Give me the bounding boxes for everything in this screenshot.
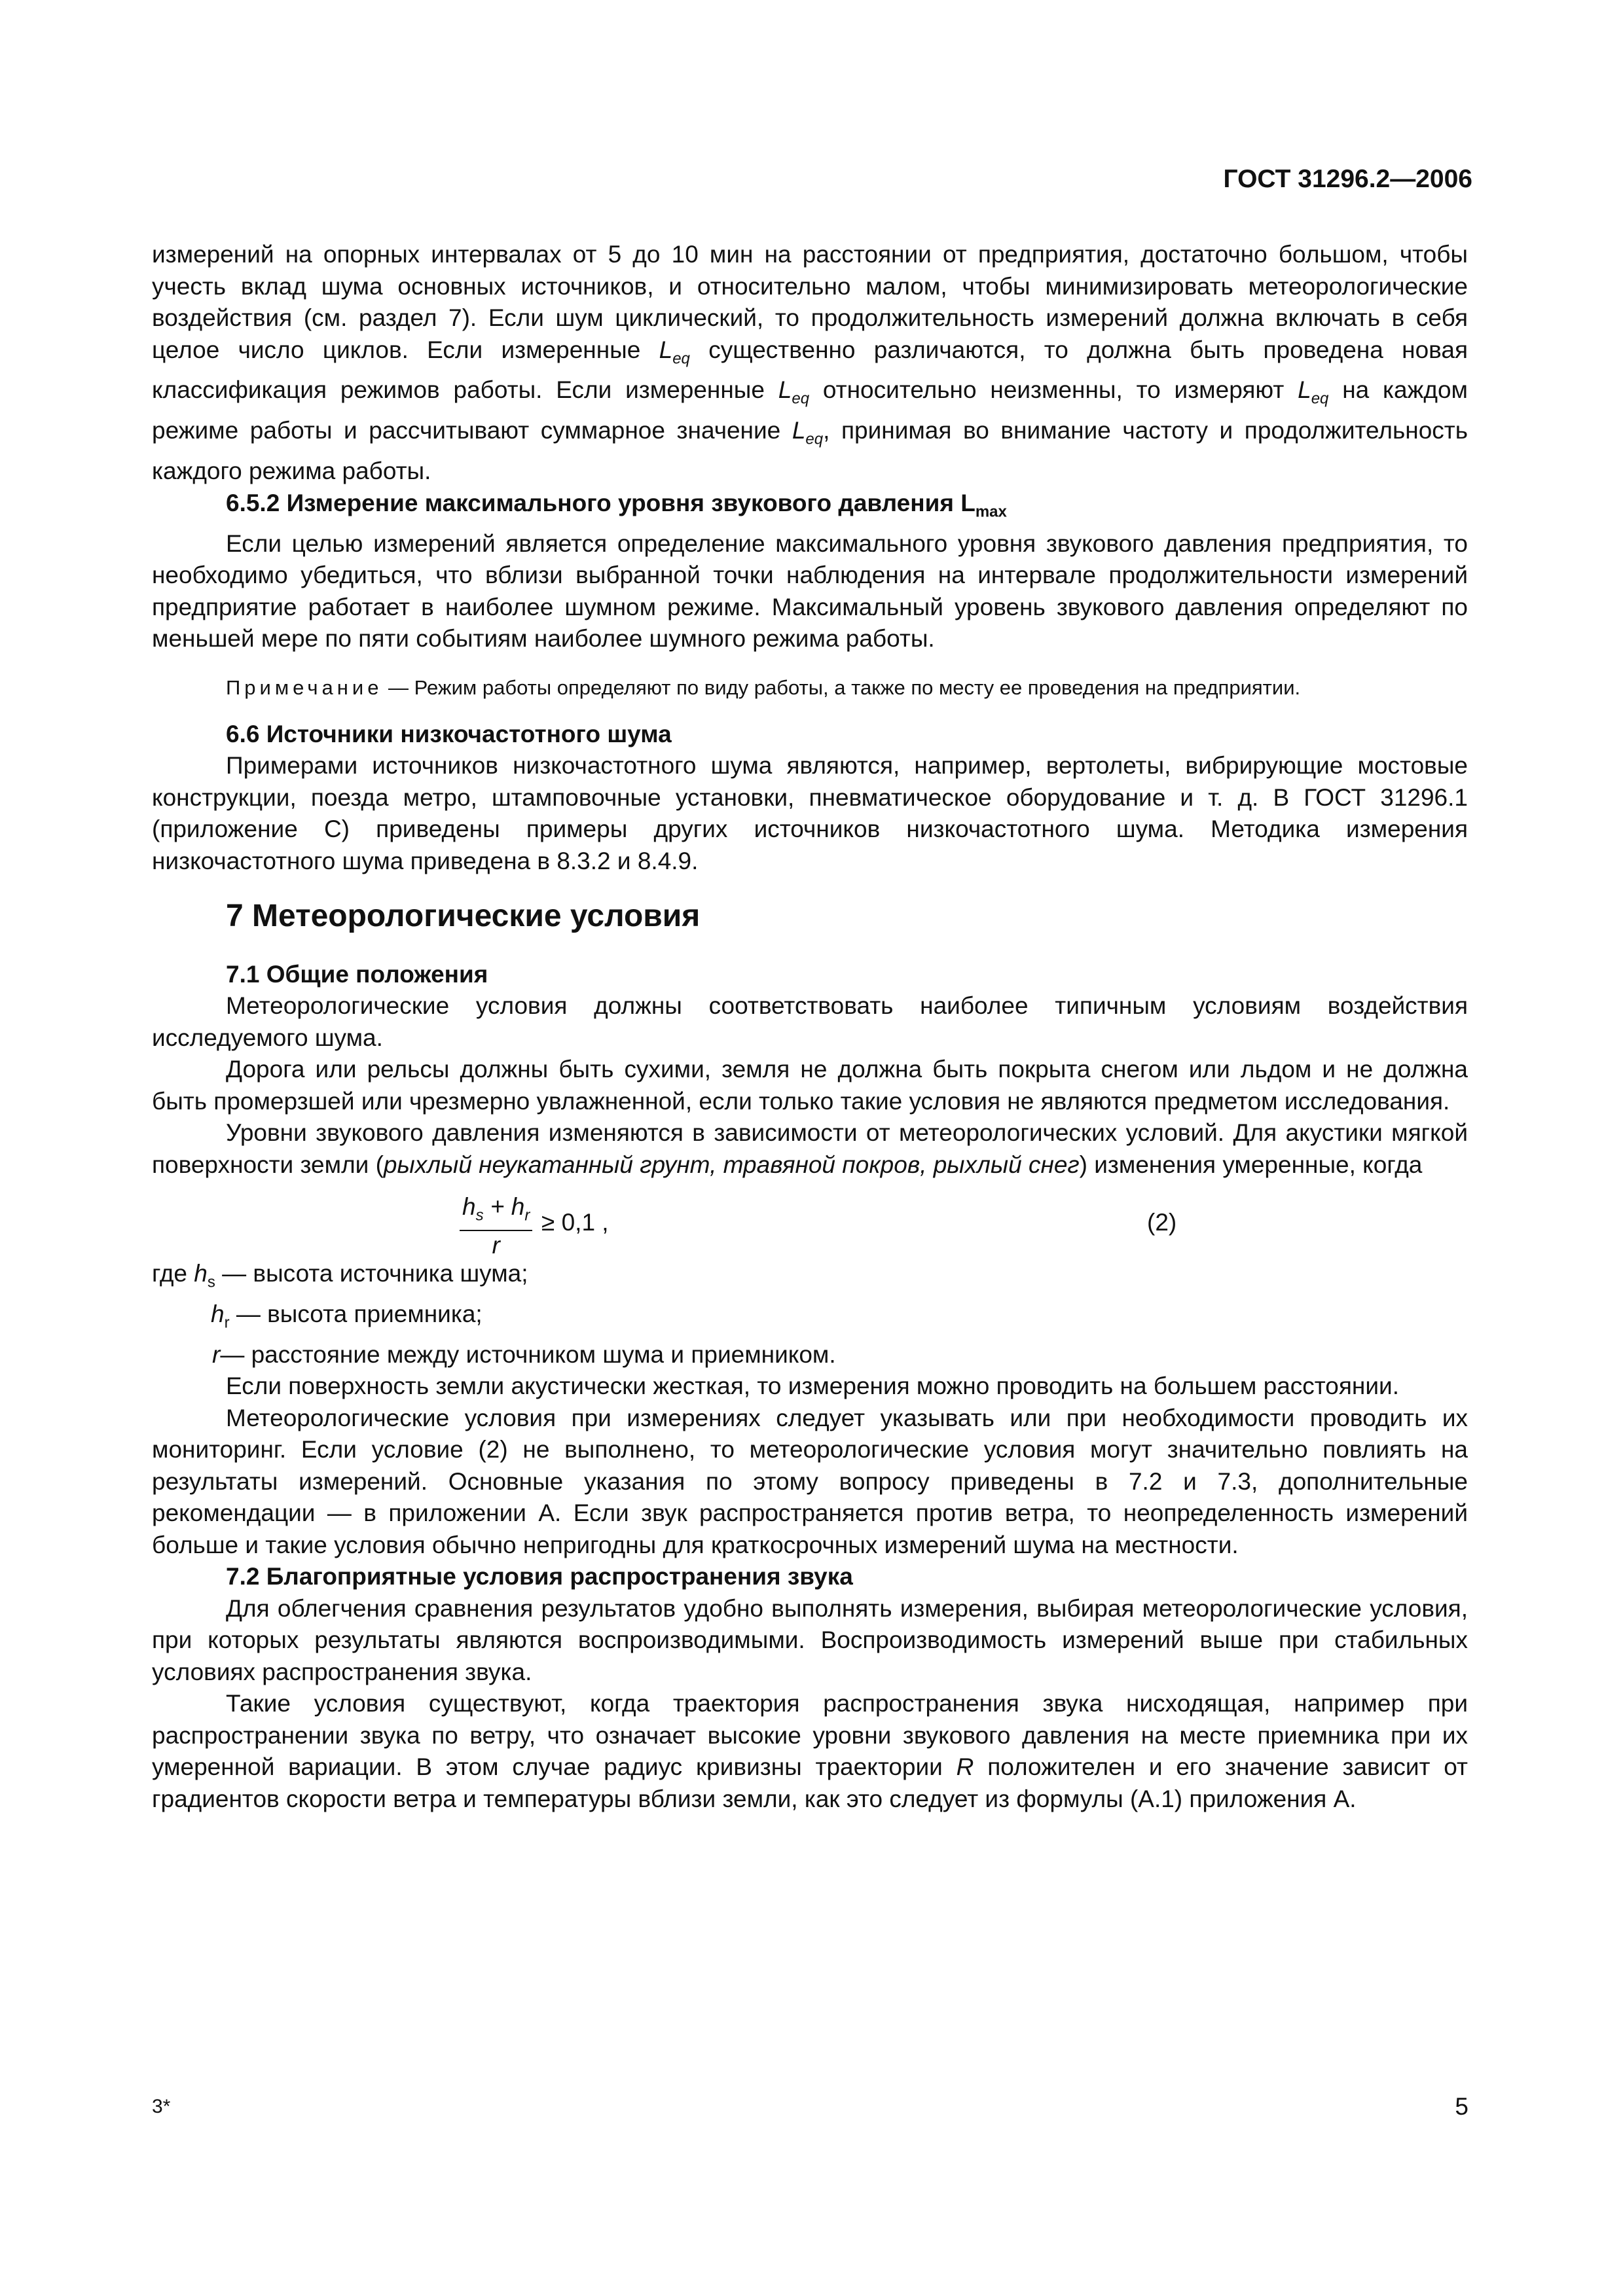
where-line-2 [152,1299,1468,1339]
formula-h-source: h [462,1193,476,1221]
paragraph-6-5-2: Если целью измерений является определение максимального уровня звукового давления предприятия, то необходимо убедиться, что вблизи выбранной точки наблюдения на интервале продолжительности измерений предприятие работает в наиболее шумном режиме. Максимальный уровень звукового давления определяют по меньшей мере по пяти событиям наиболее шумного режима работы. [152,529,1468,653]
note-6-5-2 [152,673,1468,702]
paragraph-7-1-3 [152,1117,1468,1181]
symbol-leq: L [1298,376,1311,404]
where-intro: где [152,1260,188,1287]
note-label: Примечание [226,675,383,699]
formula-fraction [460,1193,532,1260]
heading-6-6: 6.6 Источники низкочастотного шума [226,720,672,747]
heading-7-1: 7.1 Общие положения [226,960,488,988]
paragraph-7-1-3-italic: рыхлый неукатанный грунт, травяной покров, рыхлый снег [383,1151,1080,1178]
paragraph-6-6: Примерами источников низкочастотного шума являются, например, вертолеты, вибрирующие мостовые конструкции, поезда метро, штамповочные установки, пневматическое оборудование и т. д. В ГОСТ 31296.1 (приложение С) приведены примеры других источников низкочастотного шума. Методика измерения низкочастотного шума приведена в 8.3.2 и 8.4.9. [152,752,1468,874]
where-symbol-3: r [212,1340,221,1368]
paragraph-7-1-3-part-b: ) изменения умеренные, когда [1079,1151,1423,1178]
heading-7-2: 7.2 Благоприятные условия распространения звука [226,1563,853,1590]
paragraph-7-2-2 [152,1688,1468,1815]
symbol-leq-sub: eq [792,389,810,408]
paragraph-7-1-5: Метеорологические условия при измерениях следует указывать или при необходимости проводить их мониторинг. Если условие (2) не выполнено, то метеорологические условия могут значительно повлиять на результаты измерений. Основные указания по этому вопросу приведены в 7.2 и 7.3, дополнительные рекомендации — в приложении А. Если звук распространяется против ветра, то неопределенность измерений больше и такие условия обычно непригодны для краткосрочных измерений шума на местности. [152,1404,1468,1558]
where-sub-2: r [224,1314,230,1332]
sheet-mark: 3* [152,2096,171,2117]
formula-numerator-text: $h_s + h_r$ [462,1193,530,1225]
where-symbol-2: h [211,1300,225,1327]
document-code-header: ГОСТ 31296.2—2006 [1223,165,1472,193]
where-symbol-1: h [194,1260,208,1287]
heading-6-5-2-sub: max [975,503,1007,521]
paragraph-7-1-2: Дорога или рельсы должны быть сухими, земля не должна быть покрыта снегом или льдом и не должна быть промерзшей или чрезмерно увлажненной, если только такие условия не являются предметом исследования. [152,1056,1468,1115]
symbol-leq: L [778,376,792,404]
formula-relation: ≥ 0,1 , [541,1209,609,1236]
where-text-2: — высота приемника; [229,1300,483,1327]
symbol-leq-sub: eq [672,349,690,367]
note-text: — Режим работы определяют по виду работы, а также по месту ее проведения на предприятии. [382,675,1301,699]
heading-6-5-2 [152,488,1468,528]
formula-sub-r: r [524,1206,530,1225]
symbol-leq-sub: eq [1311,389,1329,408]
paragraph-7-2-2-part-b: положителен и его значение зависит от градиентов скорости ветра и температуры вблизи земли, как это следует из формулы (А.1) приложения А. [152,1753,1468,1812]
paragraph-7-1-1: Метеорологические условия должны соответствовать наиболее типичным условиям воздействия исследуемого шума. [152,992,1468,1051]
paragraph-7-1-3-part-a: Уровни звукового давления изменяются в зависимости от метеорологических условий. Для акустики мягкой поверхности земли ( [152,1119,1468,1178]
paragraph-7-1-4: Если поверхность земли акустически жесткая, то измерения можно проводить на большем расстоянии. [226,1372,1399,1400]
formula-number: (2) [1147,1209,1177,1236]
where-line-1 [152,1258,1468,1299]
where-text-1: — высота источника шума; [215,1260,528,1287]
paragraph-7-2-2-italic: R [956,1753,974,1781]
document-body [152,239,1468,1815]
formula-numerator [460,1193,532,1231]
formula-2 [152,1190,1468,1258]
formula-h-receiver: h [511,1193,525,1221]
symbol-leq: L [792,417,806,444]
where-sub-1: s [207,1273,215,1291]
symbol-leq-sub: eq [805,430,824,448]
formula-sub-s: s [475,1206,484,1225]
heading-section-7: 7 Метеорологические условия [226,899,701,934]
intro-paragraph: измерений на опорных интервалах от 5 до 10 мин на расстоянии от предприятия, достаточно большом, чтобы учесть вклад шума основных источников, и относительно малом, чтобы минимизировать метеорологические воздействия (см. раздел 7). Если шум циклический, то продолжительность измерений должна включать в себя целое число циклов. Если измеренные $L_{eq}$ существенно различаются, то должна быть проведена новая классификация режимов работы. Если измеренные $L_{eq}$ относительно неизменны, то измеряют $L_{eq}$ на каждом режиме работы и рассчитывают суммарное значение $L_{eq}$, принимая во внимание частоту и продолжительность каждого режима работы. [152,241,1468,485]
symbol-leq: L [659,336,673,363]
paragraph-7-2-2-part-a: Такие условия существуют, когда траектория распространения звука нисходящая, например при распространении звука по ветру, что означает высокие уровни звукового давления на месте приемника при их умеренной вариации. В этом случае радиус кривизны траектории [152,1690,1468,1781]
heading-6-5-2-text: 6.5.2 Измерение максимального уровня звукового давления L [226,489,976,516]
page-number: 5 [1455,2093,1468,2120]
where-line-3 [152,1339,1468,1371]
paragraph-7-2-1: Для облегчения сравнения результатов удобно выполнять измерения, выбирая метеорологические условия, при которых результаты являются воспроизводимыми. Воспроизводимость измерений выше при стабильных условиях распространения звука. [152,1594,1468,1685]
where-text-3: — расстояние между источником шума и приемником. [220,1340,836,1368]
formula-denominator: r [492,1232,500,1259]
